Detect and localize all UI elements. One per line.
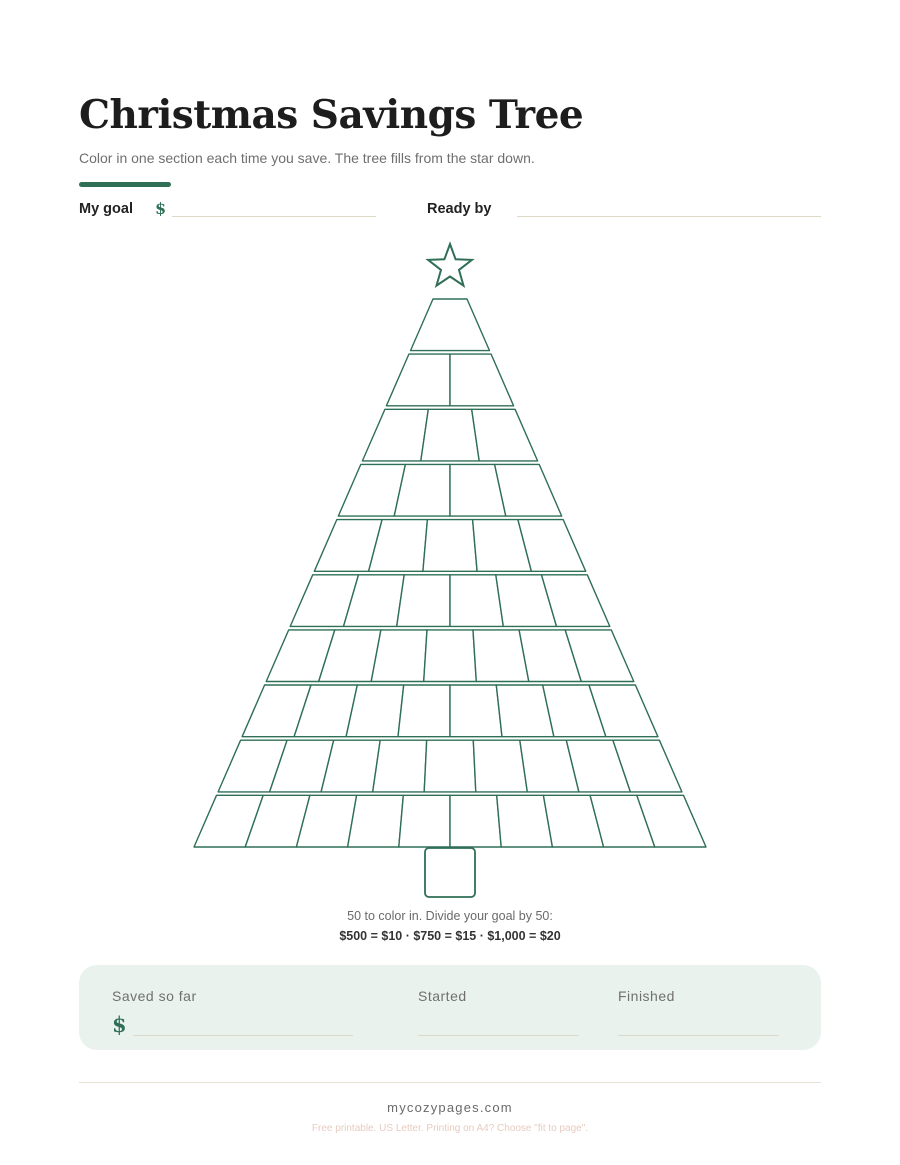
- saved-dollar-sign: $: [112, 1012, 127, 1037]
- instruction-note: 50 to color in. Divide your goal by 50:: [347, 909, 553, 923]
- saved-so-far-input-line[interactable]: [133, 1035, 353, 1036]
- finished-input-line[interactable]: [618, 1035, 779, 1036]
- tree-section[interactable]: [411, 299, 490, 351]
- tree-section[interactable]: [473, 740, 527, 792]
- tree-section[interactable]: [450, 795, 501, 847]
- started-label: Started: [418, 988, 467, 1004]
- started-input-line[interactable]: [418, 1035, 579, 1036]
- footer-note: Free printable. US Letter. Printing on A4? Choose "fit to page".: [311, 1123, 589, 1134]
- saved-so-far-label: Saved so far: [112, 988, 197, 1004]
- tree-section[interactable]: [399, 795, 450, 847]
- tree-section[interactable]: [373, 740, 427, 792]
- tree-section[interactable]: [348, 795, 404, 847]
- page-subtitle: Color in one section each time you save. The tree fills from the star down.: [79, 150, 535, 166]
- tree-section[interactable]: [450, 685, 502, 737]
- footer-divider: [79, 1082, 821, 1083]
- tree-section[interactable]: [421, 409, 479, 461]
- goal-dollar-sign: $: [155, 199, 167, 218]
- ready-by-label: Ready by: [427, 201, 492, 217]
- page-title: Christmas Savings Tree: [79, 92, 584, 138]
- progress-tracker-panel: [79, 965, 821, 1050]
- tree-section[interactable]: [424, 630, 477, 682]
- tree-section[interactable]: [397, 575, 450, 627]
- tree-section[interactable]: [495, 464, 562, 516]
- finished-label: Finished: [618, 988, 675, 1004]
- tree-section[interactable]: [386, 354, 450, 406]
- tree-trunk: [425, 848, 475, 897]
- goal-label: My goal: [79, 201, 133, 217]
- tree-section[interactable]: [362, 409, 428, 461]
- tree-section[interactable]: [371, 630, 427, 682]
- goal-examples-note: $500 = $10 · $750 = $15 · $1,000 = $20: [339, 929, 561, 943]
- tree-section[interactable]: [472, 409, 538, 461]
- tree-section[interactable]: [450, 575, 503, 627]
- tree-section[interactable]: [423, 520, 477, 572]
- star-icon: [428, 244, 472, 286]
- tree-section[interactable]: [398, 685, 450, 737]
- tree-section[interactable]: [450, 354, 514, 406]
- tree-section[interactable]: [424, 740, 476, 792]
- footer-site[interactable]: mycozypages.com: [387, 1100, 513, 1115]
